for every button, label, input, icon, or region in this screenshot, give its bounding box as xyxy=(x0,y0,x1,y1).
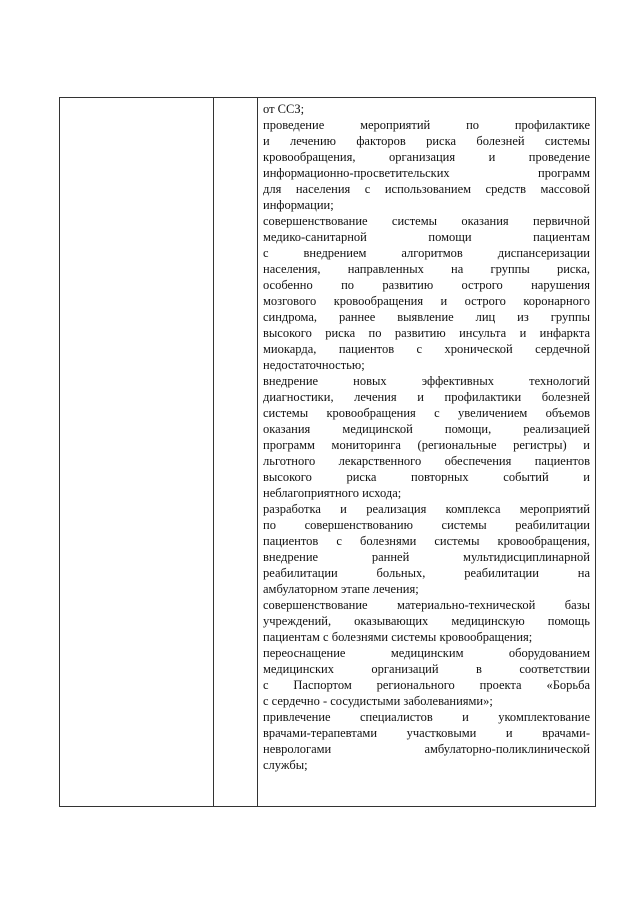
text-line: разработка и реализация комплекса мероприятий xyxy=(263,502,590,516)
text-line: медицинских организаций в соответствии xyxy=(263,662,590,676)
text-line: проведение мероприятий по профилактике xyxy=(263,118,590,132)
text-line: внедрение новых эффективных технологий xyxy=(263,374,590,388)
text-line: врачами-терапевтами участковыми и врачами- xyxy=(263,726,590,740)
text-line: особенно по развитию острого нарушения xyxy=(263,278,590,292)
text-line: совершенствование системы оказания первичной xyxy=(263,214,590,228)
text-line: медико-санитарной помощи пациентам xyxy=(263,230,590,244)
text-line: пациентов с болезнями системы кровообращения, xyxy=(263,534,590,548)
text-line: синдрома, раннее выявление лиц из группы xyxy=(263,310,590,324)
column-divider-2 xyxy=(257,98,258,806)
text-line: высокого риска повторных событий и xyxy=(263,470,590,484)
text-line: недостаточностью; xyxy=(263,358,365,372)
text-line: переоснащение медицинским оборудованием xyxy=(263,646,590,660)
text-line: кровообращения, организация и проведение xyxy=(263,150,590,164)
text-line: внедрение ранней мультидисциплинарной xyxy=(263,550,590,564)
text-line: оказания медицинской помощи, реализацией xyxy=(263,422,590,436)
document-table xyxy=(59,97,596,807)
text-line: учреждений, оказывающих медицинскую помощь xyxy=(263,614,590,628)
text-line: населения, направленных на группы риска, xyxy=(263,262,590,276)
text-line: реабилитации больных, реабилитации на xyxy=(263,566,590,580)
table-cell-text xyxy=(263,101,590,773)
text-line: льготного лекарственного обеспечения пациентов xyxy=(263,454,590,468)
text-line: программ мониторинга (региональные регистры) и xyxy=(263,438,590,452)
text-line: с внедрением алгоритмов диспансеризации xyxy=(263,246,590,260)
text-line: привлечение специалистов и укомплектование xyxy=(263,710,590,724)
text-line: пациентам с болезнями системы кровообращения; xyxy=(263,630,533,644)
text-line: и лечению факторов риска болезней системы xyxy=(263,134,590,148)
text-line: мозгового кровообращения и острого коронарного xyxy=(263,294,590,308)
text-line: совершенствование материально-технической базы xyxy=(263,598,590,612)
text-line: системы кровообращения с увеличением объемов xyxy=(263,406,590,420)
text-line: высокого риска по развитию инсульта и инфаркта xyxy=(263,326,590,340)
text-line: информационно-просветительских программ xyxy=(263,166,590,180)
text-line: службы; xyxy=(263,758,308,772)
text-line: неблагоприятного исхода; xyxy=(263,486,402,500)
text-line: информации; xyxy=(263,198,334,212)
text-line: миокарда, пациентов с хронической сердечной xyxy=(263,342,590,356)
text-line: от ССЗ; xyxy=(263,102,305,116)
text-line: для населения с использованием средств массовой xyxy=(263,182,590,196)
text-line: с сердечно - сосудистыми заболеваниями»; xyxy=(263,694,493,708)
text-line: диагностики, лечения и профилактики болезней xyxy=(263,390,590,404)
text-line: амбулаторном этапе лечения; xyxy=(263,582,419,596)
text-line: по совершенствованию системы реабилитации xyxy=(263,518,590,532)
text-line: с Паспортом регионального проекта «Борьба xyxy=(263,678,590,692)
text-line: неврологами амбулаторно-поликлинической xyxy=(263,742,590,756)
column-divider-1 xyxy=(213,98,214,806)
